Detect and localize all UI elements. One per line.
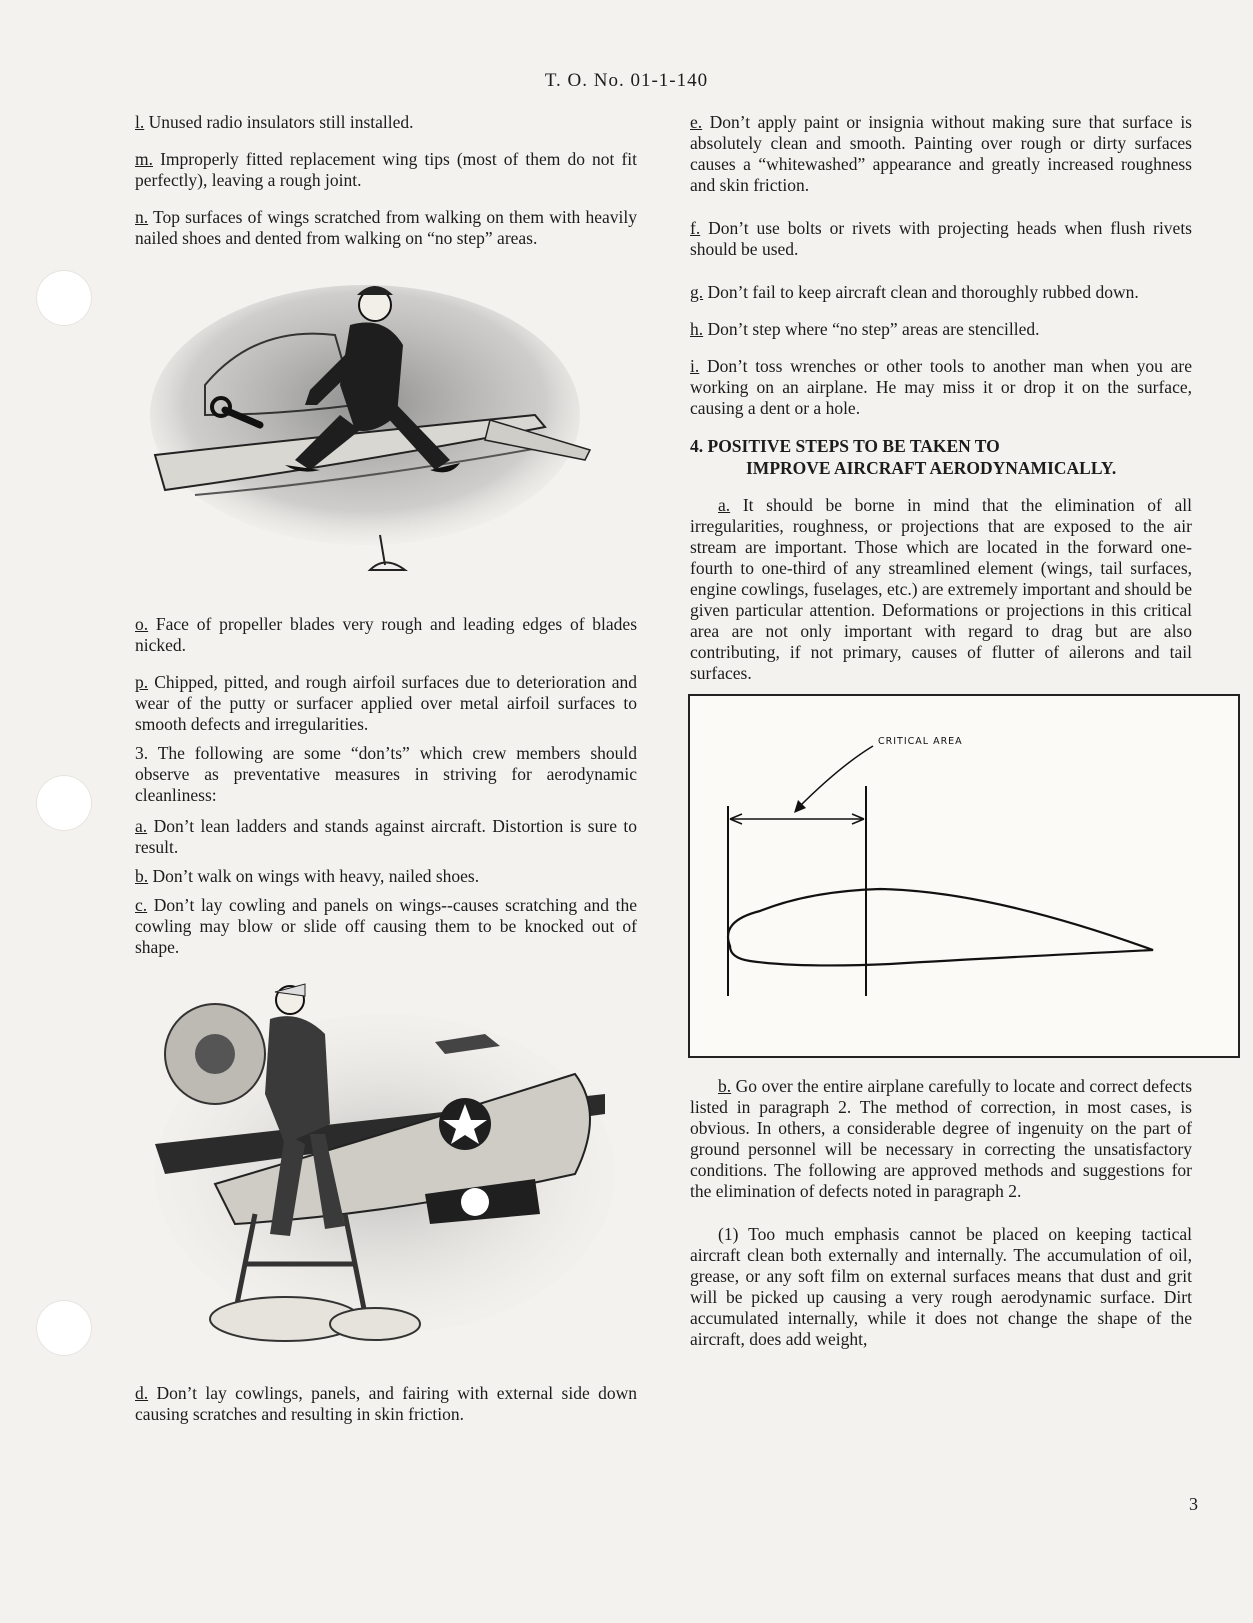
illustration-mechanic-on-ladder	[135, 974, 637, 1369]
page-number: 3	[1189, 1494, 1198, 1514]
illustration-mechanic-walking-on-wing	[135, 265, 637, 600]
left-column	[135, 112, 637, 1441]
right-column	[690, 112, 1192, 1366]
list-item: g. Don’t fail to keep aircraft clean and thoroughly rubbed down.	[690, 282, 1139, 302]
list-item: l. Unused radio insulators still installed.	[135, 112, 414, 132]
list-item: p. Chipped, pitted, and rough airfoil surfaces due to deterioration and wear of the putty or surfacer applied over metal airfoil surfaces to smooth defects and irregularities.	[135, 672, 638, 734]
paragraph-b: b. Go over the entire airplane carefully to locate and correct defects listed in paragraph 2. The method of correction, in most cases, is obvious. In others, a considerable degree of ingenuity on the part of ground personnel will be necessary in correcting the unsatisfactory conditions. The following are approved methods and suggestions for the elimination of defects noted in paragraph 2.	[690, 1076, 1193, 1201]
list-item: b. Don’t walk on wings with heavy, nailed shoes.	[135, 866, 480, 886]
airfoil-diagram	[688, 694, 1240, 1058]
list-item: e. Don’t apply paint or insignia without making sure that surface is absolutely clean and smooth. Painting over rough or dirty surfaces causes a “whitewashed” appearance and greatly increased roughness and skin friction.	[690, 112, 1192, 195]
list-item: m. Improperly fitted replacement wing tips (most of them do not fit perfectly), leaving a rough joint.	[135, 149, 638, 190]
binder-hole	[36, 1300, 92, 1356]
list-item: n. Top surfaces of wings scratched from walking on them with heavily nailed shoes and dented from walking on “no step” areas.	[135, 207, 637, 248]
paragraph-1: (1) Too much emphasis cannot be placed on keeping tactical aircraft clean both externally and internally. The accumulation of oil, grease, or any soft film on external surfaces means that dust and grit will be picked up causing a very rough aerodynamic surface. Dirt accumulated internally, while it does not change the shape of the aircraft, does add weight,	[690, 1224, 1192, 1349]
paragraph-a: a. It should be borne in mind that the elimination of all irregularities, roughness, or projections that are exposed to the air stream are important. Those which are located in the forward one-fourth to one-third of any streamlined element (wings, tail surfaces, engine cowlings, fuselages, etc.) are extremely important and should be given particular attention. Deformations or projections in this critical area are not only important with regard to drag but are also contributing, if not primary, causes of flutter of ailerons and tail surfaces.	[690, 495, 1192, 683]
binder-hole	[36, 270, 92, 326]
list-item: o. Face of propeller blades very rough and leading edges of blades nicked.	[135, 614, 638, 655]
list-item: a. Don’t lean ladders and stands against aircraft. Distortion is sure to result.	[135, 816, 638, 857]
list-item: f. Don’t use bolts or rivets with projecting heads when flush rivets should be used.	[690, 218, 1192, 259]
binder-hole	[36, 775, 92, 831]
section-3-intro: 3. The following are some “don’ts” which crew members should observe as preventative measures in striving for aerodynamic cleanliness:	[135, 743, 637, 805]
list-item: c. Don’t lay cowling and panels on wings--causes scratching and the cowling may blow or slide off causing them to be knocked out of shape.	[135, 895, 637, 957]
critical-area-label: CRITICAL AREA	[878, 736, 963, 747]
list-item: i. Don’t toss wrenches or other tools to another man when you are working on an airplane. He may miss it or drop it on the surface, causing a dent or a hole.	[690, 356, 1192, 418]
list-item: h. Don’t step where “no step” areas are stencilled.	[690, 319, 1040, 339]
section-4-heading: 4. POSITIVE STEPS TO BE TAKEN TO IMPROVE AIRCRAFT AERODYNAMICALLY.	[690, 436, 1117, 478]
document-number: T. O. No. 01-1-140	[544, 70, 709, 91]
list-item: d. Don’t lay cowlings, panels, and fairing with external side down causing scratches and resulting in skin friction.	[135, 1383, 637, 1424]
